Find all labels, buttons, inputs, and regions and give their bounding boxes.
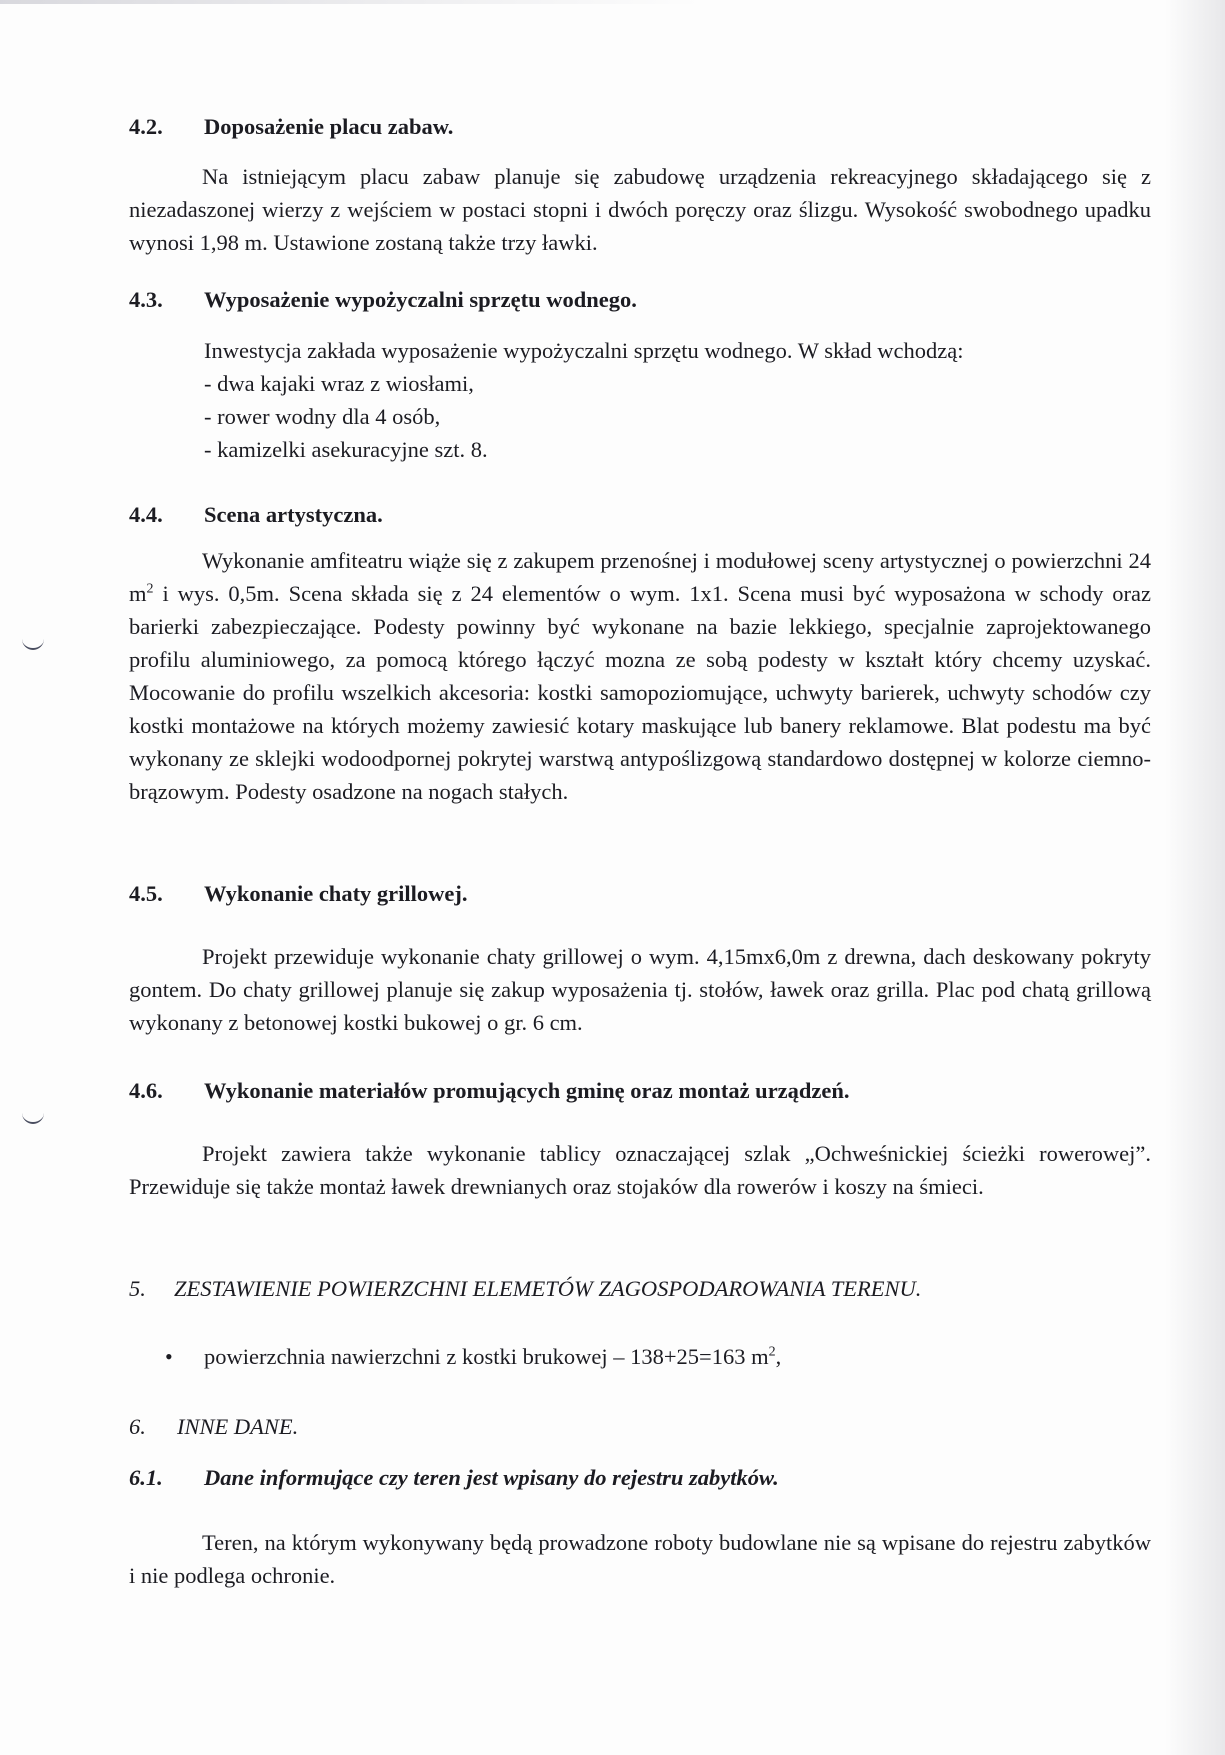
section-title: Wyposażenie wypożyczalni sprzętu wodnego. (204, 287, 637, 312)
scan-top-shadow (0, 0, 700, 4)
list-item: - rower wodny dla 4 osób, (204, 404, 441, 429)
section-4-3 (129, 283, 1151, 316)
section-4-6-paragraph (129, 1137, 1151, 1203)
paragraph-text: Projekt przewiduje wykonanie chaty grillowej o wym. 4,15mx6,0m z drewna, dach deskowany pokryty gontem. Do chaty grillowej planuje się zakup wyposażenia tj. stołów, ławek oraz grilla. Plac pod chatą grillową wykonany z betonowej kostki bukowej o gr. 6 cm. (129, 944, 1151, 1035)
section-4-5-paragraph (129, 940, 1151, 1039)
section-number: 4.2. (129, 114, 163, 139)
superscript: 2 (768, 1344, 776, 1360)
section-number: 4.6. (129, 1078, 163, 1103)
section-heading (129, 877, 1151, 910)
paragraph-text-part: Wykonanie amfiteatru wiąże się z zakupem przenośnej i modułowej sceny artystycznej o powierzchni 24 m (129, 548, 1151, 606)
section-heading (129, 498, 1151, 531)
paragraph-text: Inwestycja zakłada wyposażenie wypożyczalni sprzętu wodnego. W skład wchodzą: (204, 338, 964, 363)
section-heading (129, 283, 1151, 316)
punch-hole-mark (22, 636, 44, 650)
section-title: Wykonanie chaty grillowej. (204, 881, 468, 906)
section-5-bullet (129, 1340, 1187, 1373)
section-title: Scena artystyczna. (204, 502, 383, 527)
paragraph-text: Na istniejącym placu zabaw planuje się zabudowę urządzenia rekreacyjnego składającego się z niezadaszonej wierzy z wejściem w postaci stopni i dwóch poręczy oraz ślizgu. Wysokość swobodnego upadku wynosi 1,98 m. Ustawione zostaną także trzy ławki. (129, 164, 1151, 255)
section-4-4-paragraph (129, 544, 1151, 808)
section-heading (129, 1272, 1151, 1305)
bullet-text: powierzchnia nawierzchni z kostki brukowej – 138+25=163 m (204, 1344, 769, 1369)
bullet-marker: • (165, 1344, 173, 1369)
section-4-5 (129, 877, 1151, 910)
section-4-6 (129, 1074, 1151, 1107)
scan-edge-shadow (1165, 0, 1225, 1755)
section-title: INNE DANE. (177, 1414, 299, 1439)
section-number: 4.3. (129, 287, 163, 312)
superscript: 2 (146, 581, 154, 597)
section-4-2-paragraph (129, 160, 1151, 259)
section-number: 6.1. (129, 1465, 163, 1490)
punch-hole-mark (22, 1110, 44, 1124)
section-heading (129, 1074, 1151, 1107)
section-4-3-body (129, 334, 1151, 466)
section-title: Doposażenie placu zabaw. (204, 114, 454, 139)
section-heading (129, 110, 1151, 143)
section-number: 6. (129, 1414, 146, 1439)
paragraph-text: Teren, na którym wykonywany będą prowadzone roboty budowlane nie są wpisane do rejestru zabytków i nie podlega ochronie. (129, 1530, 1151, 1588)
list-item: - kamizelki asekuracyjne szt. 8. (204, 437, 488, 462)
section-number: 4.4. (129, 502, 163, 527)
section-title: ZESTAWIENIE POWIERZCHNI ELEMETÓW ZAGOSPODAROWANIA TERENU. (174, 1276, 922, 1301)
list-item: - dwa kajaki wraz z wiosłami, (204, 371, 474, 396)
paragraph-text-part: i wys. 0,5m. Scena składa się z 24 elementów o wym. 1x1. Scena musi być wyposażona w schody oraz barierki zabezpieczające. Podesty powinny być wykonane na bazie lekkiego, specjalnie zaprojektowanego profilu aluminiowego, za pomocą którego łączyć mozna ze sobą podesty w kształt który chcemy uzyskać. Mocowanie do profilu wszelkich akcesoria: kostki samopoziomujące, uchwyty barierek, uchwyty schodów czy kostki montażowe na których możemy zawiesić kotary maskujące lub banery reklamowe. Blat podestu ma być wykonany ze sklejki wodoodpornej pokrytej warstwą antypoślizgową standardowo dostępnej w kolorze ciemno-brązowym. Podesty osadzone na nogach stałych. (129, 581, 1151, 804)
section-title: Dane informujące czy teren jest wpisany do rejestru zabytków. (204, 1465, 779, 1490)
section-number: 5. (129, 1276, 146, 1301)
section-6-1-paragraph (129, 1526, 1151, 1592)
section-number: 4.5. (129, 881, 163, 906)
paragraph-text (129, 544, 1151, 808)
section-5 (129, 1272, 1151, 1305)
section-heading (129, 1410, 1151, 1443)
section-6-1 (129, 1461, 1151, 1494)
section-heading (129, 1461, 1151, 1494)
section-title: Wykonanie materiałów promujących gminę oraz montaż urządzeń. (204, 1078, 850, 1103)
paragraph-text: Projekt zawiera także wykonanie tablicy oznaczającej szlak „Ochweśnickiej ścieżki rowerowej”. Przewiduje się także montaż ławek drewnianych oraz stojaków dla rowerów i koszy na śmieci. (129, 1141, 1151, 1199)
section-6 (129, 1410, 1151, 1443)
bullet-text-end: , (775, 1344, 782, 1369)
section-4-2 (129, 110, 1151, 143)
section-4-4 (129, 498, 1151, 531)
